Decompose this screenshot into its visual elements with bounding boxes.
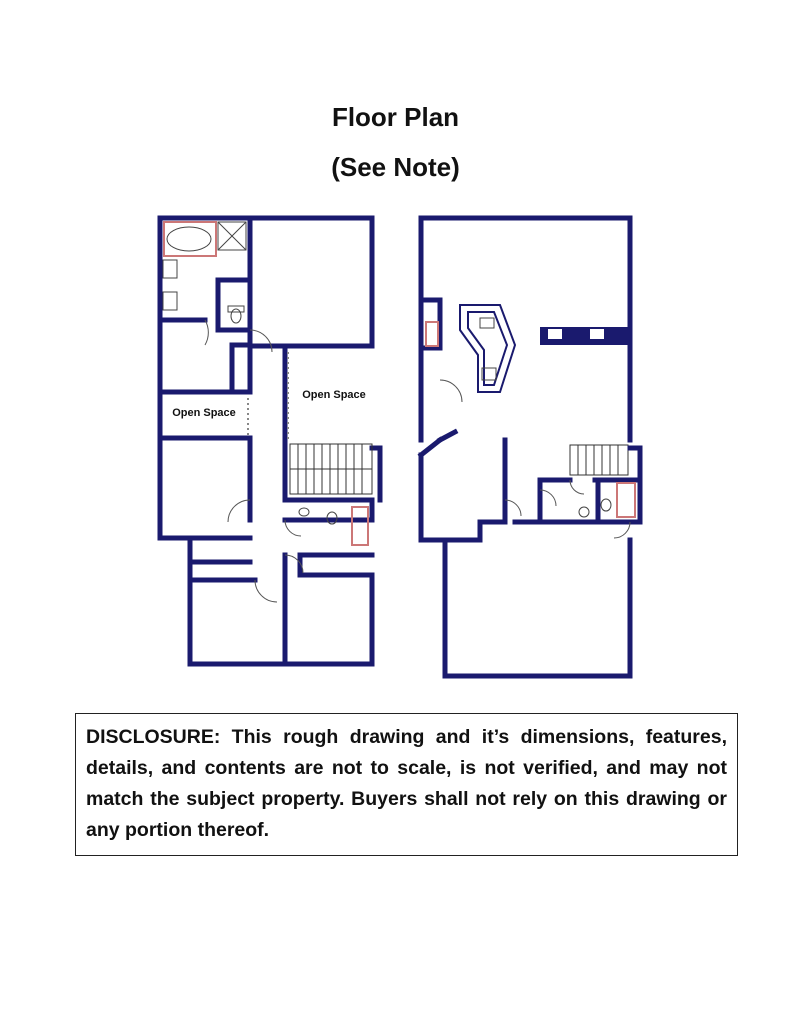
page-title: Floor Plan xyxy=(331,102,460,132)
kitchen-island xyxy=(460,305,515,392)
main-floor-plan xyxy=(421,218,640,676)
disclosure-text: DISCLOSURE: This rough drawing and it’s dimensions, features, details, and contents are not to scale, is not verified, and may not match the subject property. Buyers shall not rely on this drawing or any portion thereof. xyxy=(86,726,727,841)
hall-bath-fixtures xyxy=(299,507,368,545)
open-space-label-right: Open Space xyxy=(302,389,366,401)
floor-plan-drawing xyxy=(0,200,791,690)
open-space-label-left: Open Space xyxy=(172,407,236,419)
disclosure-box xyxy=(75,713,738,856)
page-subtitle: (See Note) xyxy=(331,152,460,182)
upper-stairs xyxy=(290,444,372,494)
master-bath-fixtures xyxy=(163,222,246,323)
upper-floor-plan xyxy=(160,218,380,664)
main-stairs xyxy=(570,445,628,475)
